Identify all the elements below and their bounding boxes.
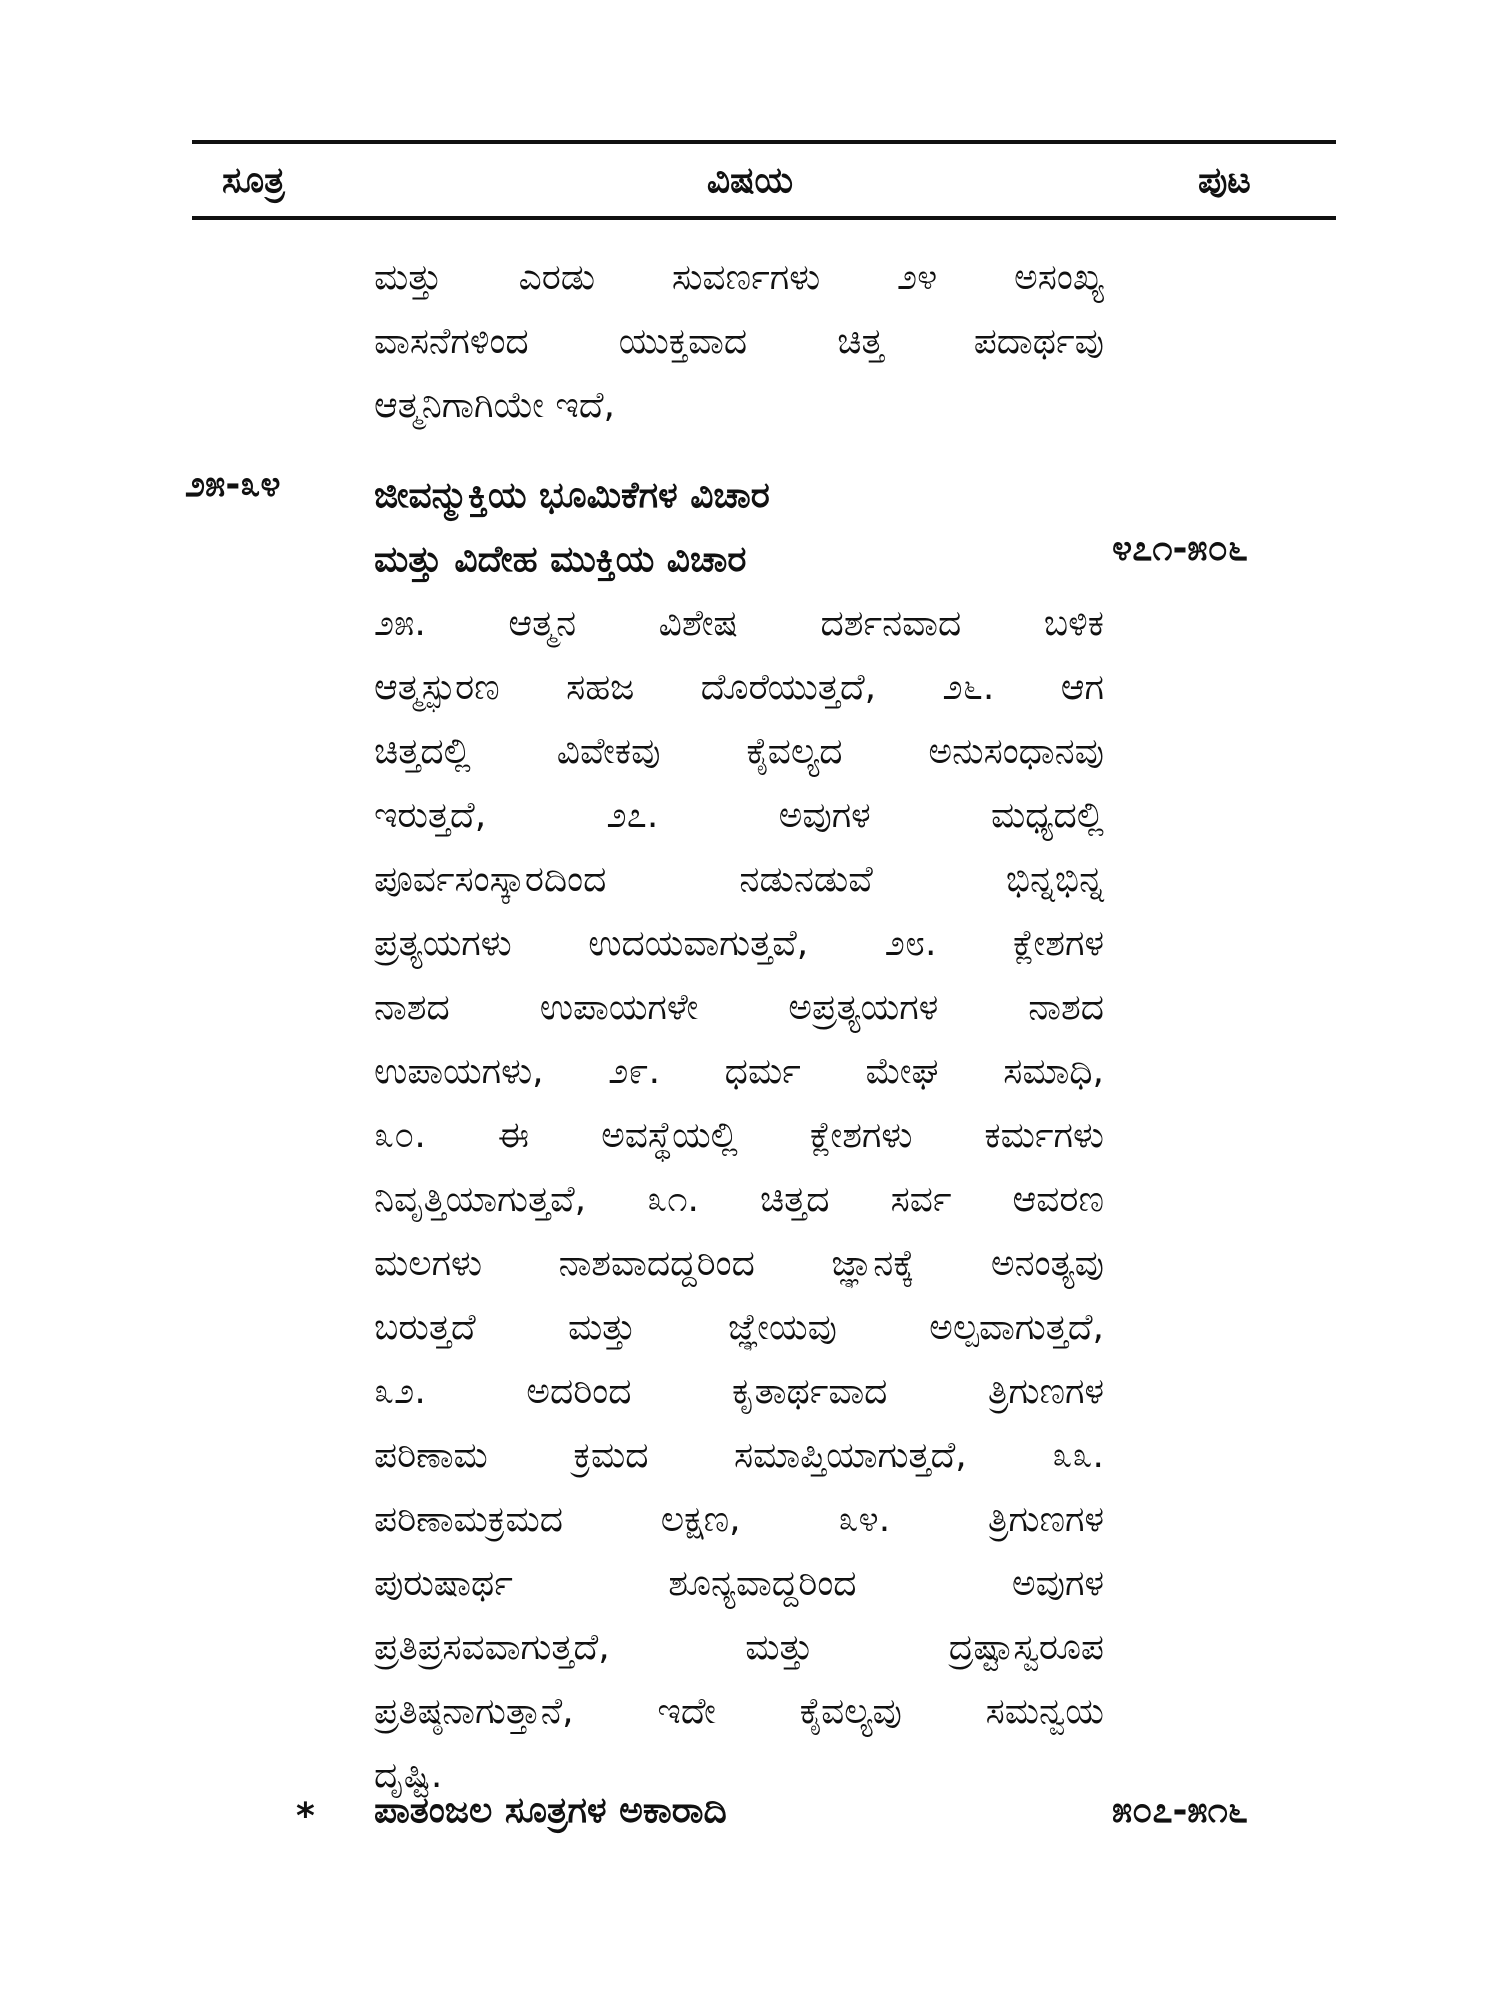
column-header-sutra: ಸೂತ್ರ: [222, 160, 285, 201]
header-top-rule: [192, 140, 1336, 144]
section-sutra-range: ೨೫-೩೪: [185, 464, 281, 505]
index-entry-title: ಪಾತಂಜಲ ಸೂತ್ರಗಳ ಅಕಾರಾದಿ: [374, 1790, 727, 1831]
text-line: ಉಪಾಯಗಳು, ೨೯. ಧರ್ಮ ಮೇಘ ಸಮಾಧಿ,: [374, 1051, 1104, 1092]
text-line: ಇರುತ್ತದೆ, ೨೭. ಅವುಗಳ ಮಧ್ಯದಲ್ಲಿ: [374, 795, 1104, 836]
text-line: ಪರಿಣಾಮ ಕ್ರಮದ ಸಮಾಪ್ತಿಯಾಗುತ್ತದೆ, ೩೩.: [374, 1435, 1104, 1476]
text-line: ಪುರುಷಾರ್ಥ ಶೂನ್ಯವಾದ್ದರಿಂದ ಅವುಗಳ: [374, 1563, 1104, 1604]
text-line: ಪರಿಣಾಮಕ್ರಮದ ಲಕ್ಷಣ, ೩೪. ತ್ರಿಗುಣಗಳ: [374, 1499, 1104, 1540]
text-line: ೩೦. ಈ ಅವಸ್ಥೆಯಲ್ಲಿ ಕ್ಲೇಶಗಳು ಕರ್ಮಗಳು: [374, 1115, 1104, 1156]
text-line: ನಿವೃತ್ತಿಯಾಗುತ್ತವೆ, ೩೧. ಚಿತ್ತದ ಸರ್ವ ಆವರಣ: [374, 1179, 1104, 1220]
text-line: ಬರುತ್ತದೆ ಮತ್ತು ಜ್ಞೇಯವು ಅಲ್ಪವಾಗುತ್ತದೆ,: [374, 1307, 1104, 1348]
text-line: ಪ್ರತ್ಯಯಗಳು ಉದಯವಾಗುತ್ತವೆ, ೨೮. ಕ್ಲೇಶಗಳ: [374, 923, 1104, 964]
text-line: ೩೨. ಅದರಿಂದ ಕೃತಾರ್ಥವಾದ ತ್ರಿಗುಣಗಳ: [374, 1371, 1104, 1412]
index-entry-pages: ೫೦೭-೫೧೬: [1112, 1790, 1248, 1831]
section-page-range: ೪೭೧-೫೦೬: [1112, 528, 1248, 569]
section-title-line: ಮತ್ತು ವಿದೇಹ ಮುಕ್ತಿಯ ವಿಚಾರ: [374, 539, 747, 580]
text-line: ಆತ್ಮಸ್ಫುರಣ ಸಹಜ ದೊರೆಯುತ್ತದೆ, ೨೬. ಆಗ: [374, 667, 1104, 708]
text-line: ಪ್ರತಿಷ್ಠನಾಗುತ್ತಾನೆ, ಇದೇ ಕೈವಲ್ಯವು ಸಮನ್ವಯ: [374, 1691, 1104, 1732]
text-line: ಚಿತ್ತದಲ್ಲಿ ವಿವೇಕವು ಕೈವಲ್ಯದ ಅನುಸಂಧಾನವು: [374, 731, 1104, 772]
header-bottom-rule: [192, 216, 1336, 220]
text-line: ಪೂರ್ವಸಂಸ್ಕಾರದಿಂದ ನಡುನಡುವೆ ಭಿನ್ನಭಿನ್ನ: [374, 859, 1104, 900]
section-title: [374, 464, 770, 592]
index-marker: *: [296, 1796, 315, 1837]
text-line: ನಾಶದ ಉಪಾಯಗಳೇ ಅಪ್ರತ್ಯಯಗಳ ನಾಶದ: [374, 987, 1104, 1028]
text-line: ಆತ್ಮನಿಗಾಗಿಯೇ ಇದೆ,: [374, 385, 615, 426]
column-header-puta: ಪುಟ: [1198, 160, 1251, 201]
text-line: ದೃಷ್ಟಿ.: [374, 1755, 443, 1796]
text-line: ಪ್ರತಿಪ್ರಸವವಾಗುತ್ತದೆ, ಮತ್ತು ದ್ರಷ್ಟಾಸ್ವರೂಪ: [374, 1627, 1104, 1668]
section-title-line: ಜೀವನ್ಮುಕ್ತಿಯ ಭೂಮಿಕೆಗಳ ವಿಚಾರ: [374, 475, 770, 516]
text-line: ವಾಸನೆಗಳಿಂದ ಯುಕ್ತವಾದ ಚಿತ್ತ ಪದಾರ್ಥವು: [374, 321, 1104, 362]
column-header-vishaya: ವಿಷಯ: [706, 160, 794, 201]
text-line: ೨೫. ಆತ್ಮನ ವಿಶೇಷ ದರ್ಶನವಾದ ಬಳಿಕ: [374, 603, 1104, 644]
section-body: [374, 592, 1104, 1808]
text-line: ಮತ್ತು ಎರಡು ಸುವರ್ಣಗಳು ೨೪ ಅಸಂಖ್ಯ: [374, 257, 1104, 298]
text-line: ಮಲಗಳು ನಾಶವಾದದ್ದರಿಂದ ಜ್ಞಾನಕ್ಕೆ ಅನಂತ್ಯವು: [374, 1243, 1104, 1284]
continued-text: [374, 246, 1104, 438]
